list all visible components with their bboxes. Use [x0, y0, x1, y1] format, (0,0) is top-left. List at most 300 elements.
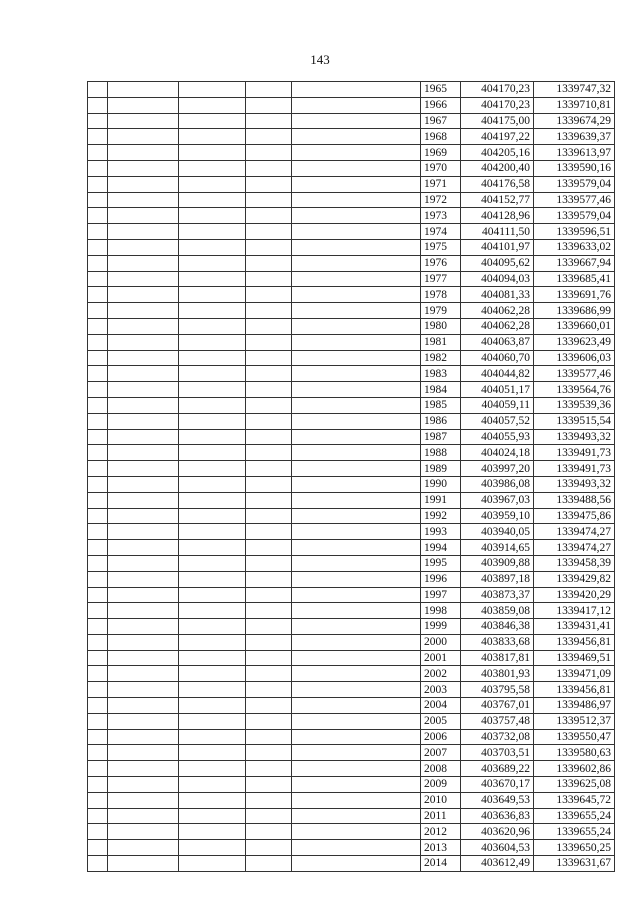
empty-cell	[179, 634, 246, 650]
empty-cell	[88, 208, 108, 224]
table-row	[88, 113, 615, 129]
x-coordinate-cell: 403670,17	[461, 777, 534, 793]
empty-cell	[292, 524, 421, 540]
table-row	[88, 445, 615, 461]
empty-cell	[292, 540, 421, 556]
x-coordinate-cell: 403604,53	[461, 840, 534, 856]
empty-cell	[108, 682, 179, 698]
table-row	[88, 555, 615, 571]
empty-cell	[88, 571, 108, 587]
empty-cell	[292, 729, 421, 745]
point-number-cell: 2006	[421, 729, 461, 745]
empty-cell	[246, 571, 292, 587]
empty-cell	[246, 492, 292, 508]
empty-cell	[246, 366, 292, 382]
table-row	[88, 808, 615, 824]
x-coordinate-cell: 403795,58	[461, 682, 534, 698]
table-row	[88, 650, 615, 666]
point-number-cell: 1978	[421, 287, 461, 303]
point-number-cell: 1988	[421, 445, 461, 461]
empty-cell	[88, 540, 108, 556]
empty-cell	[179, 745, 246, 761]
point-number-cell: 2007	[421, 745, 461, 761]
empty-cell	[108, 634, 179, 650]
empty-cell	[88, 176, 108, 192]
point-number-cell: 1974	[421, 224, 461, 240]
empty-cell	[246, 224, 292, 240]
y-coordinate-cell: 1339486,97	[534, 698, 615, 714]
x-coordinate-cell: 403997,20	[461, 461, 534, 477]
x-coordinate-cell: 403909,88	[461, 555, 534, 571]
empty-cell	[292, 255, 421, 271]
empty-cell	[88, 97, 108, 113]
empty-cell	[108, 840, 179, 856]
table-row	[88, 619, 615, 635]
empty-cell	[179, 318, 246, 334]
table-row	[88, 224, 615, 240]
table-row	[88, 176, 615, 192]
empty-cell	[246, 619, 292, 635]
y-coordinate-cell: 1339596,51	[534, 224, 615, 240]
empty-cell	[108, 413, 179, 429]
empty-cell	[246, 145, 292, 161]
empty-cell	[246, 761, 292, 777]
empty-cell	[179, 192, 246, 208]
empty-cell	[246, 160, 292, 176]
empty-cell	[88, 382, 108, 398]
y-coordinate-cell: 1339539,36	[534, 397, 615, 413]
empty-cell	[108, 318, 179, 334]
empty-cell	[179, 492, 246, 508]
y-coordinate-cell: 1339667,94	[534, 255, 615, 271]
point-number-cell: 2010	[421, 792, 461, 808]
empty-cell	[108, 239, 179, 255]
table-row	[88, 492, 615, 508]
point-number-cell: 1990	[421, 476, 461, 492]
empty-cell	[179, 808, 246, 824]
point-number-cell: 1981	[421, 334, 461, 350]
x-coordinate-cell: 404062,28	[461, 318, 534, 334]
x-coordinate-cell: 403649,53	[461, 792, 534, 808]
point-number-cell: 1995	[421, 555, 461, 571]
empty-cell	[246, 808, 292, 824]
table-row	[88, 397, 615, 413]
y-coordinate-cell: 1339577,46	[534, 192, 615, 208]
empty-cell	[108, 571, 179, 587]
empty-cell	[88, 524, 108, 540]
y-coordinate-cell: 1339458,39	[534, 555, 615, 571]
empty-cell	[179, 840, 246, 856]
point-number-cell: 2002	[421, 666, 461, 682]
point-number-cell: 2011	[421, 808, 461, 824]
point-number-cell: 1994	[421, 540, 461, 556]
empty-cell	[246, 129, 292, 145]
empty-cell	[88, 113, 108, 129]
point-number-cell: 1985	[421, 397, 461, 413]
table-row	[88, 792, 615, 808]
empty-cell	[88, 476, 108, 492]
empty-cell	[179, 792, 246, 808]
empty-cell	[292, 97, 421, 113]
empty-cell	[246, 82, 292, 98]
y-coordinate-cell: 1339650,25	[534, 840, 615, 856]
empty-cell	[246, 271, 292, 287]
empty-cell	[179, 856, 246, 872]
empty-cell	[246, 682, 292, 698]
y-coordinate-cell: 1339606,03	[534, 350, 615, 366]
empty-cell	[292, 792, 421, 808]
table-row	[88, 382, 615, 398]
point-number-cell: 1972	[421, 192, 461, 208]
y-coordinate-cell: 1339602,86	[534, 761, 615, 777]
table-row	[88, 303, 615, 319]
empty-cell	[179, 160, 246, 176]
empty-cell	[179, 429, 246, 445]
x-coordinate-cell: 403757,48	[461, 713, 534, 729]
empty-cell	[292, 192, 421, 208]
table-row	[88, 856, 615, 872]
y-coordinate-cell: 1339710,81	[534, 97, 615, 113]
table-row	[88, 508, 615, 524]
x-coordinate-cell: 403833,68	[461, 634, 534, 650]
table-row	[88, 318, 615, 334]
y-coordinate-cell: 1339639,37	[534, 129, 615, 145]
empty-cell	[179, 761, 246, 777]
empty-cell	[179, 777, 246, 793]
table-row	[88, 334, 615, 350]
empty-cell	[246, 840, 292, 856]
empty-cell	[108, 113, 179, 129]
empty-cell	[88, 603, 108, 619]
x-coordinate-cell: 404205,16	[461, 145, 534, 161]
y-coordinate-cell: 1339631,67	[534, 856, 615, 872]
empty-cell	[292, 366, 421, 382]
empty-cell	[88, 508, 108, 524]
table-row	[88, 160, 615, 176]
empty-cell	[88, 366, 108, 382]
empty-cell	[88, 840, 108, 856]
empty-cell	[108, 824, 179, 840]
point-number-cell: 1999	[421, 619, 461, 635]
y-coordinate-cell: 1339613,97	[534, 145, 615, 161]
empty-cell	[88, 224, 108, 240]
table-row	[88, 350, 615, 366]
empty-cell	[108, 508, 179, 524]
x-coordinate-cell: 404051,17	[461, 382, 534, 398]
x-coordinate-cell: 403967,03	[461, 492, 534, 508]
empty-cell	[88, 682, 108, 698]
table-row	[88, 587, 615, 603]
y-coordinate-cell: 1339469,51	[534, 650, 615, 666]
point-number-cell: 1992	[421, 508, 461, 524]
point-number-cell: 1970	[421, 160, 461, 176]
empty-cell	[108, 792, 179, 808]
point-number-cell: 2000	[421, 634, 461, 650]
empty-cell	[88, 255, 108, 271]
point-number-cell: 1982	[421, 350, 461, 366]
x-coordinate-cell: 403767,01	[461, 698, 534, 714]
empty-cell	[246, 97, 292, 113]
y-coordinate-cell: 1339579,04	[534, 176, 615, 192]
empty-cell	[88, 239, 108, 255]
empty-cell	[246, 650, 292, 666]
y-coordinate-cell: 1339564,76	[534, 382, 615, 398]
empty-cell	[108, 303, 179, 319]
empty-cell	[88, 777, 108, 793]
empty-cell	[108, 524, 179, 540]
x-coordinate-cell: 404176,58	[461, 176, 534, 192]
empty-cell	[108, 382, 179, 398]
empty-cell	[292, 650, 421, 666]
empty-cell	[292, 445, 421, 461]
empty-cell	[108, 587, 179, 603]
empty-cell	[179, 224, 246, 240]
empty-cell	[108, 619, 179, 635]
x-coordinate-cell: 403689,22	[461, 761, 534, 777]
empty-cell	[108, 287, 179, 303]
empty-cell	[108, 603, 179, 619]
empty-cell	[246, 476, 292, 492]
empty-cell	[88, 745, 108, 761]
table-row	[88, 682, 615, 698]
x-coordinate-cell: 404057,52	[461, 413, 534, 429]
empty-cell	[108, 397, 179, 413]
empty-cell	[292, 603, 421, 619]
empty-cell	[179, 729, 246, 745]
empty-cell	[108, 255, 179, 271]
empty-cell	[292, 239, 421, 255]
empty-cell	[179, 413, 246, 429]
empty-cell	[246, 461, 292, 477]
empty-cell	[292, 224, 421, 240]
empty-cell	[246, 113, 292, 129]
empty-cell	[292, 856, 421, 872]
y-coordinate-cell: 1339580,63	[534, 745, 615, 761]
table-row	[88, 145, 615, 161]
empty-cell	[292, 824, 421, 840]
empty-cell	[179, 129, 246, 145]
empty-cell	[108, 461, 179, 477]
y-coordinate-cell: 1339660,01	[534, 318, 615, 334]
empty-cell	[179, 271, 246, 287]
empty-cell	[108, 445, 179, 461]
table-row	[88, 208, 615, 224]
point-number-cell: 2003	[421, 682, 461, 698]
x-coordinate-cell: 404170,23	[461, 97, 534, 113]
empty-cell	[292, 287, 421, 303]
y-coordinate-cell: 1339577,46	[534, 366, 615, 382]
point-number-cell: 2008	[421, 761, 461, 777]
empty-cell	[108, 129, 179, 145]
empty-cell	[246, 508, 292, 524]
coordinates-table	[87, 81, 615, 872]
empty-cell	[246, 555, 292, 571]
point-number-cell: 1975	[421, 239, 461, 255]
empty-cell	[108, 856, 179, 872]
x-coordinate-cell: 404024,18	[461, 445, 534, 461]
empty-cell	[246, 713, 292, 729]
empty-cell	[246, 792, 292, 808]
empty-cell	[179, 287, 246, 303]
table-row	[88, 97, 615, 113]
table-row	[88, 287, 615, 303]
point-number-cell: 1991	[421, 492, 461, 508]
table-row	[88, 239, 615, 255]
empty-cell	[292, 318, 421, 334]
empty-cell	[246, 318, 292, 334]
point-number-cell: 2014	[421, 856, 461, 872]
point-number-cell: 1965	[421, 82, 461, 98]
empty-cell	[292, 840, 421, 856]
empty-cell	[246, 192, 292, 208]
table-row	[88, 777, 615, 793]
x-coordinate-cell: 403897,18	[461, 571, 534, 587]
empty-cell	[246, 634, 292, 650]
empty-cell	[179, 255, 246, 271]
empty-cell	[88, 145, 108, 161]
empty-cell	[108, 729, 179, 745]
point-number-cell: 1997	[421, 587, 461, 603]
empty-cell	[179, 476, 246, 492]
empty-cell	[292, 713, 421, 729]
empty-cell	[88, 160, 108, 176]
empty-cell	[292, 808, 421, 824]
y-coordinate-cell: 1339655,24	[534, 808, 615, 824]
table-row	[88, 666, 615, 682]
empty-cell	[292, 160, 421, 176]
empty-cell	[108, 650, 179, 666]
point-number-cell: 1969	[421, 145, 461, 161]
empty-cell	[108, 476, 179, 492]
table-row	[88, 571, 615, 587]
x-coordinate-cell: 404081,33	[461, 287, 534, 303]
empty-cell	[108, 334, 179, 350]
point-number-cell: 1977	[421, 271, 461, 287]
x-coordinate-cell: 403986,08	[461, 476, 534, 492]
empty-cell	[108, 666, 179, 682]
empty-cell	[292, 698, 421, 714]
x-coordinate-cell: 404095,62	[461, 255, 534, 271]
empty-cell	[88, 429, 108, 445]
empty-cell	[246, 397, 292, 413]
empty-cell	[292, 634, 421, 650]
empty-cell	[88, 413, 108, 429]
point-number-cell: 2001	[421, 650, 461, 666]
y-coordinate-cell: 1339488,56	[534, 492, 615, 508]
empty-cell	[108, 366, 179, 382]
y-coordinate-cell: 1339456,81	[534, 682, 615, 698]
empty-cell	[246, 540, 292, 556]
empty-cell	[179, 445, 246, 461]
empty-cell	[292, 761, 421, 777]
table-row	[88, 713, 615, 729]
empty-cell	[246, 413, 292, 429]
y-coordinate-cell: 1339625,08	[534, 777, 615, 793]
y-coordinate-cell: 1339674,29	[534, 113, 615, 129]
empty-cell	[292, 571, 421, 587]
y-coordinate-cell: 1339645,72	[534, 792, 615, 808]
empty-cell	[108, 808, 179, 824]
point-number-cell: 2013	[421, 840, 461, 856]
point-number-cell: 1967	[421, 113, 461, 129]
empty-cell	[292, 619, 421, 635]
empty-cell	[88, 555, 108, 571]
empty-cell	[292, 350, 421, 366]
empty-cell	[88, 397, 108, 413]
x-coordinate-cell: 404128,96	[461, 208, 534, 224]
empty-cell	[292, 208, 421, 224]
empty-cell	[246, 777, 292, 793]
empty-cell	[179, 113, 246, 129]
x-coordinate-cell: 404094,03	[461, 271, 534, 287]
table-row	[88, 698, 615, 714]
x-coordinate-cell: 404197,22	[461, 129, 534, 145]
empty-cell	[292, 777, 421, 793]
x-coordinate-cell: 404101,97	[461, 239, 534, 255]
empty-cell	[108, 97, 179, 113]
empty-cell	[108, 492, 179, 508]
empty-cell	[179, 666, 246, 682]
empty-cell	[88, 666, 108, 682]
empty-cell	[292, 492, 421, 508]
table-row	[88, 255, 615, 271]
x-coordinate-cell: 404055,93	[461, 429, 534, 445]
empty-cell	[179, 508, 246, 524]
empty-cell	[292, 682, 421, 698]
empty-cell	[88, 856, 108, 872]
empty-cell	[88, 824, 108, 840]
y-coordinate-cell: 1339691,76	[534, 287, 615, 303]
empty-cell	[108, 224, 179, 240]
empty-cell	[292, 745, 421, 761]
x-coordinate-cell: 404044,82	[461, 366, 534, 382]
x-coordinate-cell: 404111,50	[461, 224, 534, 240]
y-coordinate-cell: 1339491,73	[534, 461, 615, 477]
empty-cell	[88, 698, 108, 714]
empty-cell	[88, 461, 108, 477]
table-row	[88, 413, 615, 429]
empty-cell	[179, 366, 246, 382]
point-number-cell: 2009	[421, 777, 461, 793]
empty-cell	[179, 524, 246, 540]
empty-cell	[88, 303, 108, 319]
x-coordinate-cell: 403620,96	[461, 824, 534, 840]
empty-cell	[179, 145, 246, 161]
empty-cell	[88, 334, 108, 350]
point-number-cell: 1996	[421, 571, 461, 587]
point-number-cell: 1971	[421, 176, 461, 192]
y-coordinate-cell: 1339471,09	[534, 666, 615, 682]
y-coordinate-cell: 1339512,37	[534, 713, 615, 729]
empty-cell	[246, 666, 292, 682]
x-coordinate-cell: 403732,08	[461, 729, 534, 745]
empty-cell	[179, 650, 246, 666]
empty-cell	[179, 571, 246, 587]
y-coordinate-cell: 1339474,27	[534, 524, 615, 540]
x-coordinate-cell: 403703,51	[461, 745, 534, 761]
empty-cell	[108, 82, 179, 98]
x-coordinate-cell: 403817,81	[461, 650, 534, 666]
empty-cell	[246, 429, 292, 445]
x-coordinate-cell: 404152,77	[461, 192, 534, 208]
empty-cell	[179, 682, 246, 698]
empty-cell	[179, 303, 246, 319]
empty-cell	[108, 540, 179, 556]
point-number-cell: 1983	[421, 366, 461, 382]
table-row	[88, 761, 615, 777]
empty-cell	[108, 713, 179, 729]
x-coordinate-cell: 403801,93	[461, 666, 534, 682]
